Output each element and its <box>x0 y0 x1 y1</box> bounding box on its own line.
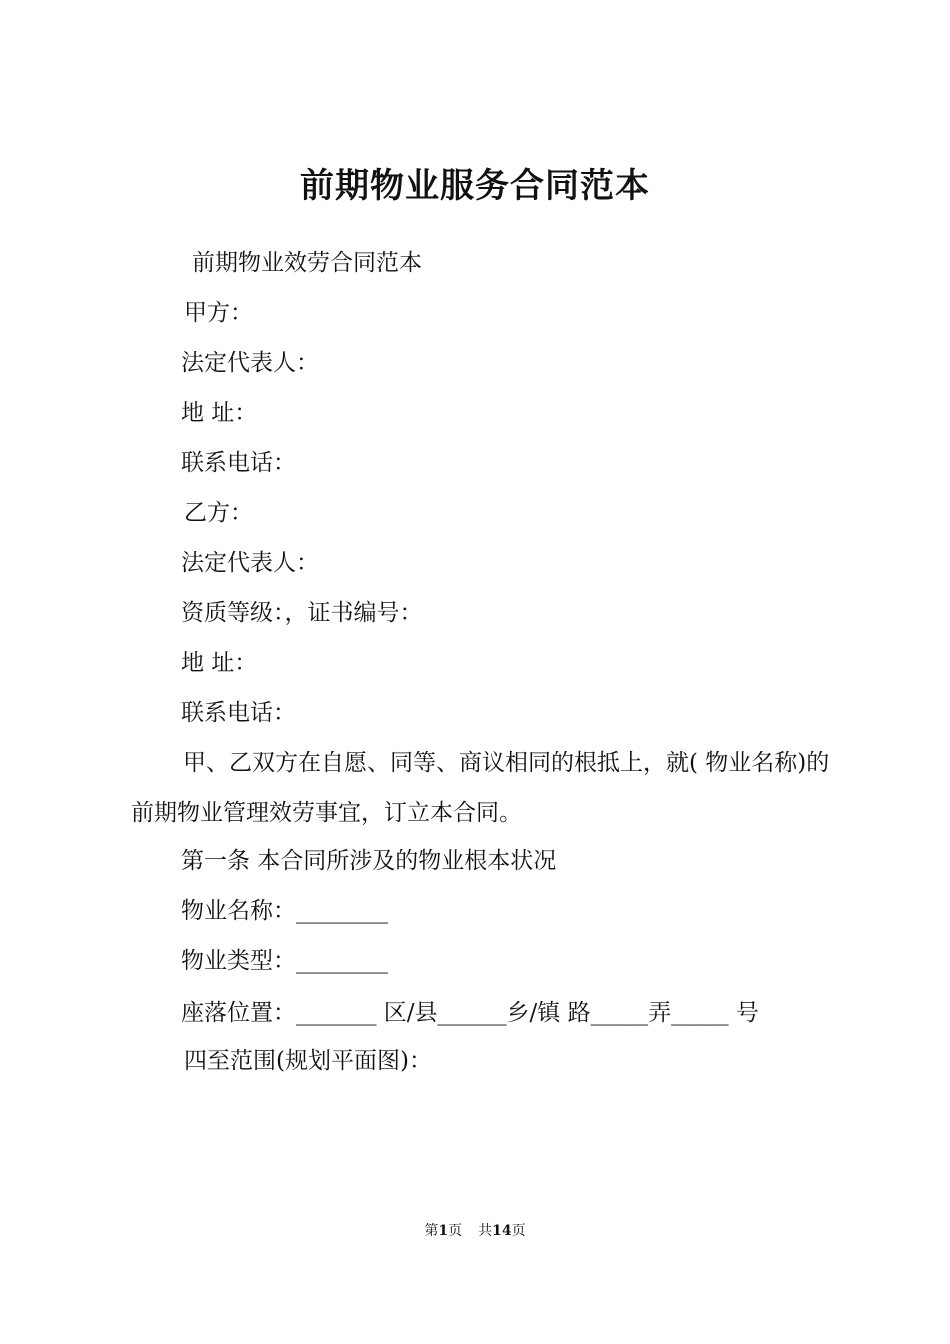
page-footer <box>0 1221 950 1241</box>
footer-total-unit: 页 <box>511 1223 526 1239</box>
party-b-phone: 联系电话： <box>181 700 296 726</box>
footer-page-prefix: 第 <box>424 1223 439 1239</box>
party-b-qualification: 资质等级：，证书编号： <box>181 600 423 626</box>
party-a-address: 地 址： <box>181 400 258 426</box>
footer-page-unit: 页 <box>448 1223 463 1239</box>
party-a-phone: 联系电话： <box>181 450 296 476</box>
article-1-heading: 第一条 本合同所涉及的物业根本状况 <box>181 848 557 874</box>
party-b-address: 地 址： <box>181 650 258 676</box>
property-range-field: 四至范围(规划平面图)： <box>184 1048 432 1074</box>
party-a-representative: 法定代表人： <box>181 350 319 376</box>
party-a-label: 甲方： <box>184 300 253 326</box>
footer-total-prefix: 共 <box>478 1223 493 1239</box>
party-b-label: 乙方： <box>184 500 253 526</box>
property-location-field: 座落位置：_______ 区/县______乡/镇 路_____弄_____ 号 <box>181 1000 759 1026</box>
intro-paragraph: 甲、乙双方在自愿、同等、商议相同的根抵上，就( 物业名称)的前期物业管理效劳事宜，订立本合同。 <box>131 750 830 826</box>
footer-page-current: 1 <box>438 1223 449 1239</box>
property-name-field: 物业名称：________ <box>181 898 388 924</box>
document-subtitle: 前期物业效劳合同范本 <box>192 250 422 276</box>
footer-page-total: 14 <box>492 1223 512 1239</box>
property-type-field: 物业类型：________ <box>181 948 388 974</box>
document-title: 前期物业服务合同范本 <box>300 166 650 206</box>
party-b-representative: 法定代表人： <box>181 550 319 576</box>
